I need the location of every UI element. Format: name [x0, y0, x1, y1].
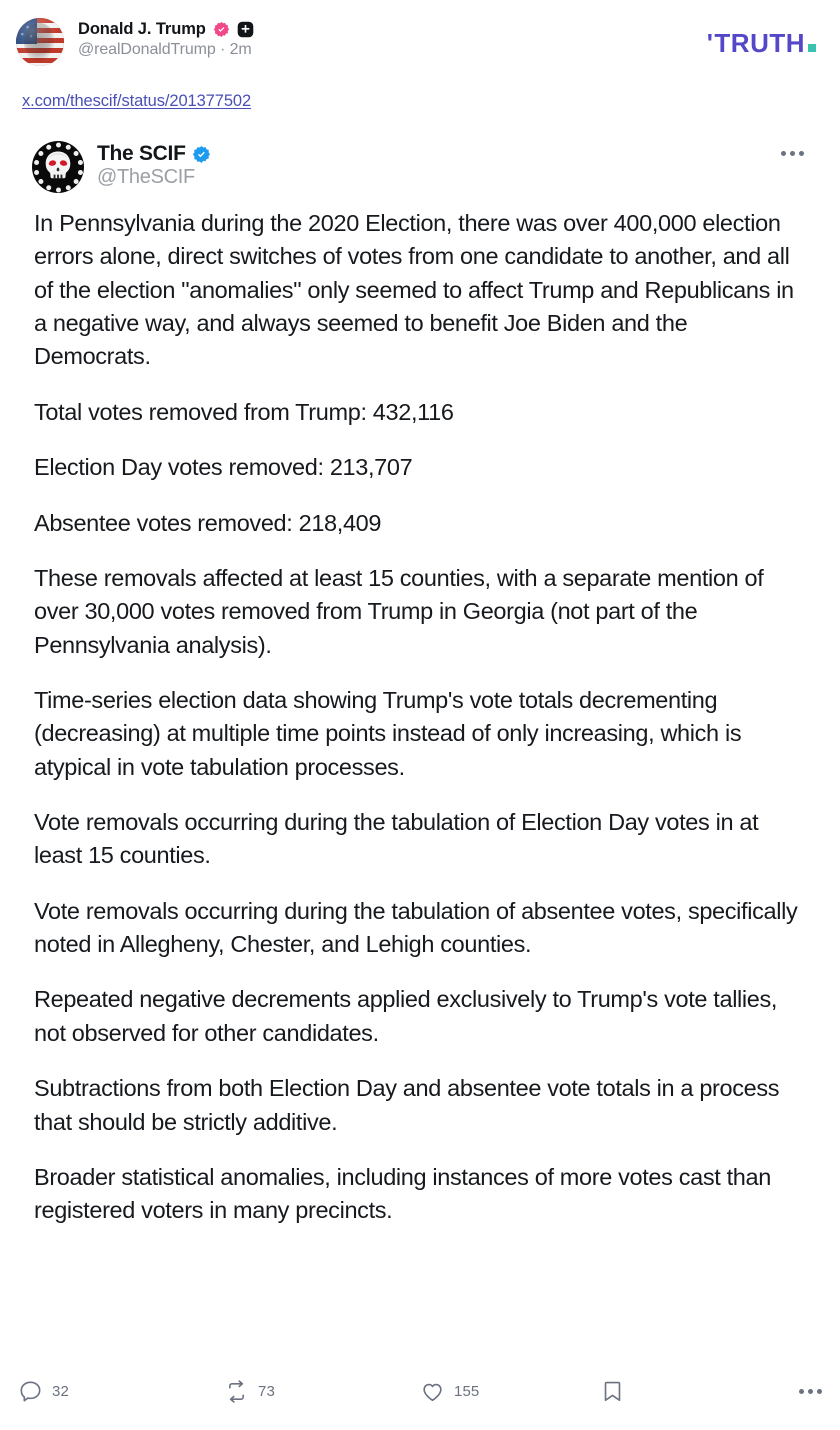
embedded-tweet-header	[32, 137, 810, 193]
engagement-action-bar	[18, 1379, 822, 1404]
ellipsis-horizontal-icon	[790, 151, 795, 156]
dot	[808, 1389, 813, 1394]
dot	[799, 1389, 804, 1394]
embedded-name-row	[97, 142, 211, 166]
like-button[interactable]	[420, 1379, 600, 1404]
ellipsis-horizontal-icon	[799, 151, 804, 156]
embedded-handle: @TheSCIF	[97, 166, 195, 188]
logo-wordmark: TRUTH	[714, 28, 805, 58]
ellipsis-horizontal-icon	[781, 151, 786, 156]
post-link[interactable]: x.com/thescif/status/201377502	[22, 92, 252, 110]
ellipsis-horizontal-icon	[799, 1389, 822, 1394]
tweet-paragraph: Absentee votes removed: 218,409	[34, 509, 382, 536]
dot	[817, 1389, 822, 1394]
tweet-paragraph: Subtractions from both Election Day and absentee vote totals in a process that should be strictly additive.	[34, 1075, 780, 1135]
avatar-ring-dot	[56, 142, 61, 147]
post-header	[0, 0, 840, 86]
avatar-ring-dot	[46, 185, 51, 190]
truth-social-logo	[707, 28, 816, 59]
reply-count: 32	[52, 1383, 69, 1400]
embedded-author-info	[97, 141, 211, 189]
avatar-ring-dot	[77, 170, 82, 175]
avatar-ring-dot	[46, 144, 51, 149]
more-options-button[interactable]	[799, 1389, 822, 1394]
tweet-paragraph: Repeated negative decrements applied exclusively to Trump's vote tallies, not observed for other candidates.	[34, 986, 778, 1046]
author-avatar[interactable]	[16, 18, 64, 66]
tweet-paragraph: In Pennsylvania during the 2020 Election, there was over 400,000 election errors alone, direct switches of votes from one candidate to another, and all of the election "anomalies" only seemed to affect Trump and Republicans in a negative way, and always seemed to benefit Joe Biden and the Democrats.	[34, 210, 794, 370]
avatar-ring-dot	[34, 170, 39, 175]
verified-badge-icon	[213, 21, 230, 38]
skull-icon	[42, 150, 74, 184]
reply-button[interactable]	[18, 1379, 224, 1404]
logo-dot	[808, 44, 816, 52]
plus-badge-icon	[237, 21, 254, 38]
repost-arrows-icon	[224, 1379, 249, 1404]
tweet-paragraph: These removals affected at least 15 counties, with a separate mention of over 30,000 votes removed from Trump in Georgia (not part of the Pennsylvania analysis).	[34, 564, 764, 658]
avatar-ring-dot	[65, 144, 70, 149]
tweet-paragraph: Election Day votes removed: 213,707	[34, 454, 413, 481]
author-name-row	[78, 20, 254, 39]
like-count: 155	[454, 1383, 480, 1400]
avatar-ring-dot	[56, 187, 61, 192]
embedded-tweet-card[interactable]	[16, 137, 826, 1228]
tweet-paragraph: Total votes removed from Trump: 432,116	[34, 398, 454, 425]
avatar-ring-dot	[65, 185, 70, 190]
repost-count: 73	[258, 1383, 275, 1400]
tweet-paragraph: Vote removals occurring during the tabulation of absentee votes, specifically noted in Allegheny, Chester, and Lehigh counties.	[34, 897, 798, 958]
verified-badge-icon	[192, 145, 211, 164]
avatar-ring-dot	[34, 159, 39, 164]
embedded-more-options-button[interactable]	[777, 147, 808, 160]
reply-bubble-icon	[18, 1379, 43, 1404]
author-name: Donald J. Trump	[78, 20, 206, 38]
heart-icon	[420, 1379, 445, 1404]
logo-tick: '	[706, 28, 714, 58]
embedded-tweet-body	[32, 207, 810, 1228]
embedded-display-name: The SCIF	[97, 142, 186, 165]
bookmark-button[interactable]	[600, 1379, 770, 1404]
avatar-ring-dot	[77, 159, 82, 164]
repost-button[interactable]	[224, 1379, 420, 1404]
embedded-author-avatar[interactable]	[32, 141, 84, 193]
tweet-paragraph: Broader statistical anomalies, including instances of more votes cast than registered voters in many precincts.	[34, 1163, 771, 1224]
tweet-paragraph: Time-series election data showing Trump's vote totals decrementing (decreasing) at multiple time points instead of only increasing, which is atypical in vote tabulation processes.	[34, 686, 742, 780]
author-info	[78, 18, 254, 59]
tweet-paragraph: Vote removals occurring during the tabulation of Election Day votes in at least 15 counties.	[34, 809, 759, 869]
bookmark-icon	[600, 1379, 625, 1404]
author-handle-timestamp: @realDonaldTrump · 2m	[78, 41, 252, 58]
avatar-gloss	[16, 18, 64, 66]
